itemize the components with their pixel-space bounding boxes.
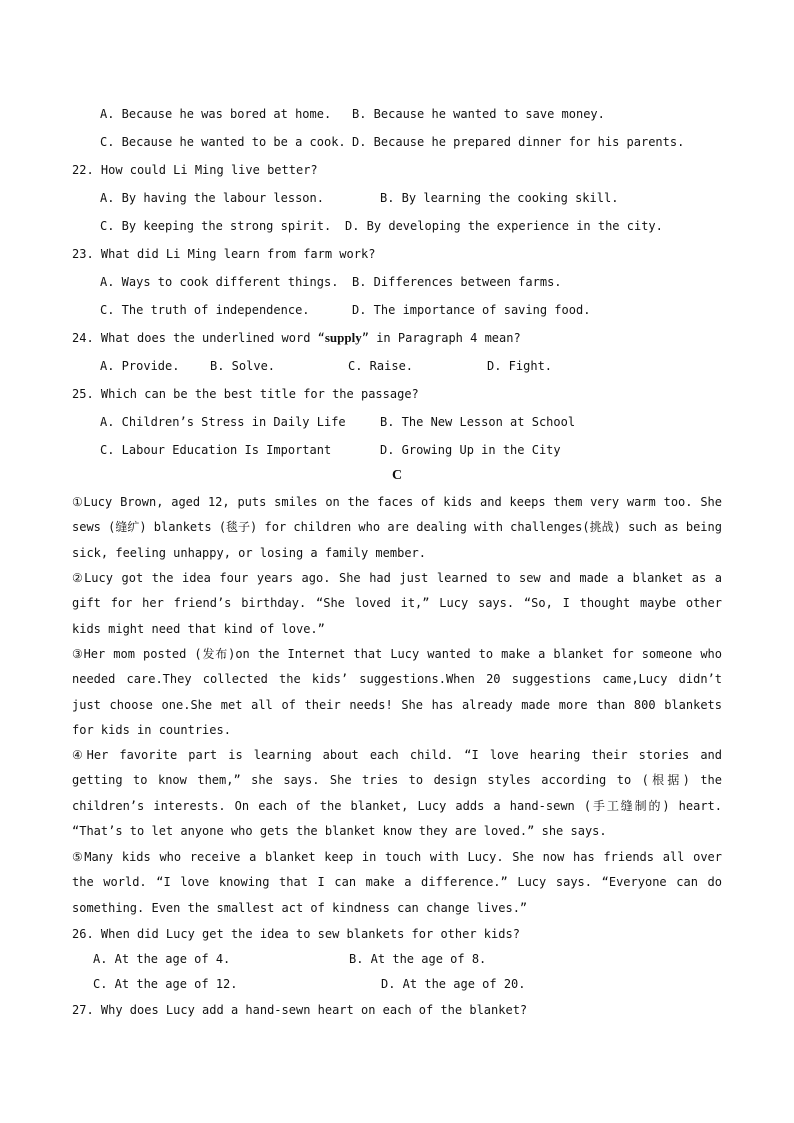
section-c-title: C <box>391 468 403 483</box>
passage-paragraph-4: ④Her favorite part is learning about each child. “I love hearing their stories and getting to know them,” she says. She tries to design styles according to (根据) the children’s interests. On each of the blanket, Lucy adds a hand-sewn (手工缝制的) heart. “That’s to let anyone who gets the blanket know they are loved.” she says. <box>72 748 722 838</box>
q24-stem-before: 24. What does the underlined word “ <box>72 331 325 345</box>
q21-option-b: B. Because he wanted to save money. <box>352 107 605 121</box>
q24-underlined-word: supply <box>324 330 362 345</box>
passage-paragraph-1: ①Lucy Brown, aged 12, puts smiles on the faces of kids and keeps them very warm too. She sews (缝纩) blankets (毯子) for children who are dealing with challenges(挑战) such as being sick, feeling unhappy, or losing a family member. <box>72 495 722 560</box>
q22-option-d: D. By developing the experience in the city. <box>345 219 663 233</box>
q23-option-b: B. Differences between farms. <box>352 275 562 289</box>
q23-stem: 23. What did Li Ming learn from farm work? <box>72 247 376 261</box>
q21-option-d: D. Because he prepared dinner for his parents. <box>352 135 685 149</box>
q26-option-d: D. At the age of 20. <box>381 977 526 991</box>
q27-stem: 27. Why does Lucy add a hand-sewn heart on each of the blanket? <box>72 1003 528 1017</box>
q22-stem: 22. How could Li Ming live better? <box>72 163 318 177</box>
passage-paragraph-5: ⑤Many kids who receive a blanket keep in touch with Lucy. She now has friends all over the world. “I love knowing that I can make a difference.” Lucy says. “Everyone can do something. Even the smallest act of kindness can change lives.” <box>72 850 722 915</box>
q23-option-d: D. The importance of saving food. <box>352 303 591 317</box>
q22-option-c: C. By keeping the strong spirit. <box>100 219 332 233</box>
q25-option-d: D. Growing Up in the City <box>380 443 561 457</box>
q24-option-b: B. Solve. <box>210 359 276 373</box>
passage-paragraph-2: ②Lucy got the idea four years ago. She had just learned to sew and made a blanket as a gift for her friend’s birthday. “She loved it,” Lucy says. “So, I thought maybe other kids might need that kind of love.” <box>72 571 722 636</box>
q24-stem-after: ” in Paragraph 4 mean? <box>361 331 521 345</box>
q24-option-a: A. Provide. <box>100 359 180 373</box>
q26-stem: 26. When did Lucy get the idea to sew blankets for other kids? <box>72 927 520 941</box>
q26-option-c: C. At the age of 12. <box>93 977 238 991</box>
q21-option-a: A. Because he was bored at home. <box>100 107 332 121</box>
q26-option-a: A. At the age of 4. <box>93 952 231 966</box>
q21-option-c: C. Because he wanted to be a cook. <box>100 135 346 149</box>
q24-option-c: C. Raise. <box>348 359 414 373</box>
q25-option-b: B. The New Lesson at School <box>380 415 576 429</box>
q23-option-c: C. The truth of independence. <box>100 303 310 317</box>
passage-paragraph-3: ③Her mom posted (发布)on the Internet that Lucy wanted to make a blanket for someone who needed care.They collected the kids’ suggestions.When 20 suggestions came,Lucy didn’t just choose one.She met all of their needs! She has already made more than 800 blankets for kids in countries. <box>72 647 722 737</box>
q25-option-a: A. Children’s Stress in Daily Life <box>100 415 346 429</box>
q24-stem <box>72 330 521 346</box>
q24-option-d: D. Fight. <box>487 359 553 373</box>
q22-option-b: B. By learning the cooking skill. <box>380 191 619 205</box>
q23-option-a: A. Ways to cook different things. <box>100 275 339 289</box>
q26-option-b: B. At the age of 8. <box>349 952 487 966</box>
q25-option-c: C. Labour Education Is Important <box>100 443 332 457</box>
q25-stem: 25. Which can be the best title for the passage? <box>72 387 419 401</box>
q22-option-a: A. By having the labour lesson. <box>100 191 324 205</box>
